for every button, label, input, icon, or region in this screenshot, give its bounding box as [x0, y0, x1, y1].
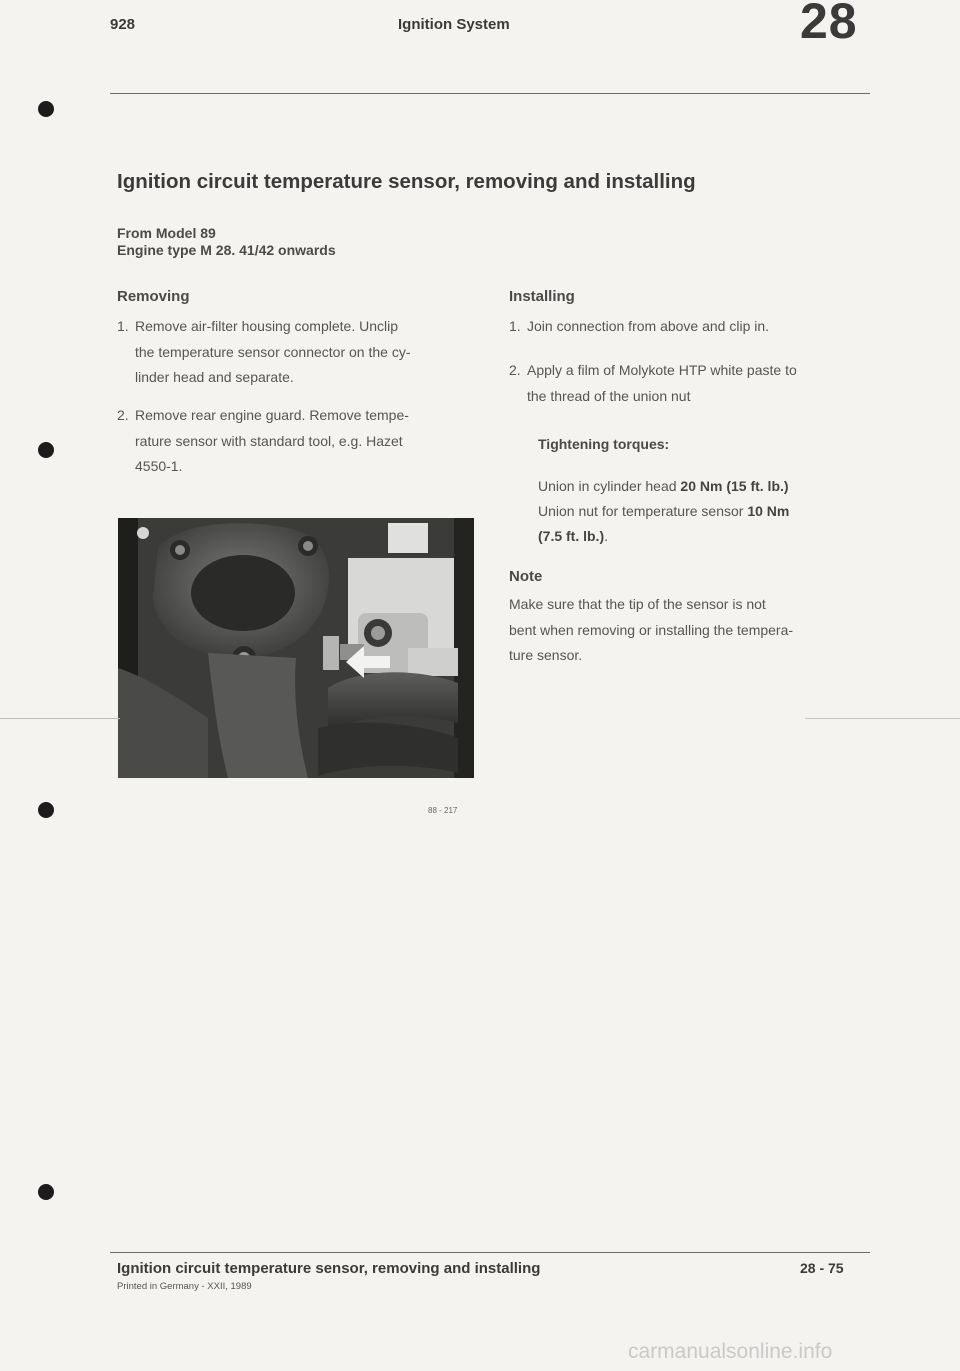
torques-label: Tightening torques: — [538, 436, 670, 452]
note-text — [509, 592, 889, 669]
binder-hole — [38, 101, 54, 117]
step-line: the temperature sensor connector on the cy- — [135, 343, 411, 360]
crop-line — [0, 718, 120, 719]
applicability-model: From Model 89 — [117, 225, 216, 241]
step-line: Remove rear engine guard. Remove tempe- — [135, 407, 409, 423]
removing-step-1 — [117, 314, 477, 394]
photo-reference-code: 88 - 217 — [428, 806, 458, 815]
step-line: linder head and separate. — [135, 369, 294, 385]
header-chapter-number: 28 — [800, 0, 858, 49]
note-heading: Note — [509, 568, 543, 585]
installing-heading: Installing — [509, 288, 575, 305]
footer-page-number: 28 - 75 — [800, 1260, 844, 1276]
note-line: ture sensor. — [509, 647, 583, 663]
torque-line — [538, 499, 898, 524]
step-line: Apply a film of Molykote HTP white paste to — [527, 362, 797, 378]
step-line: Join connection from above and clip in. — [527, 318, 770, 334]
binder-hole — [38, 442, 54, 458]
torque-text: Union in cylinder head — [538, 478, 681, 494]
header-model: 928 — [110, 16, 136, 33]
note-line: bent when removing or installing the tempera- — [509, 621, 794, 638]
watermark: carmanualsonline.info — [628, 1340, 833, 1363]
footer-rule — [110, 1252, 870, 1253]
step-number: 1. — [117, 318, 129, 334]
torque-line — [538, 474, 898, 499]
page-title: Ignition circuit temperature sensor, removing and installing — [117, 170, 696, 193]
step-line: Remove air-filter housing complete. Unclip — [135, 318, 398, 334]
removing-step-2 — [117, 403, 477, 483]
step-line: the thread of the union nut — [527, 387, 691, 404]
torque-value: 10 Nm — [747, 503, 790, 519]
installing-step-1 — [509, 314, 889, 342]
torque-value: 20 Nm (15 ft. lb.) — [680, 478, 789, 494]
torque-value: (7.5 ft. lb.) — [538, 528, 605, 544]
header-rule — [110, 93, 870, 94]
installing-step-2 — [509, 358, 889, 414]
step-number: 1. — [509, 318, 521, 334]
step-number: 2. — [509, 362, 521, 378]
engine-photo-illustration — [118, 518, 474, 778]
step-line: rature sensor with standard tool, e.g. Hazet — [135, 432, 403, 449]
binder-hole — [38, 1184, 54, 1200]
applicability-engine: Engine type M 28. 41/42 onwards — [117, 242, 336, 258]
engine-photo — [118, 518, 474, 778]
step-number: 2. — [117, 407, 129, 423]
step-line: 4550-1. — [135, 458, 183, 474]
crop-line — [805, 718, 960, 719]
removing-heading: Removing — [117, 288, 190, 305]
footer-printed: Printed in Germany - XXII, 1989 — [117, 1281, 252, 1292]
torque-values — [538, 474, 898, 549]
footer-title: Ignition circuit temperature sensor, removing and installing — [117, 1260, 541, 1277]
torque-text: Union nut for temperature sensor — [538, 503, 748, 519]
torque-line — [538, 524, 898, 549]
binder-hole — [38, 802, 54, 818]
header-title: Ignition System — [398, 16, 510, 33]
torque-suffix: . — [604, 528, 609, 544]
note-line: Make sure that the tip of the sensor is not — [509, 596, 766, 612]
